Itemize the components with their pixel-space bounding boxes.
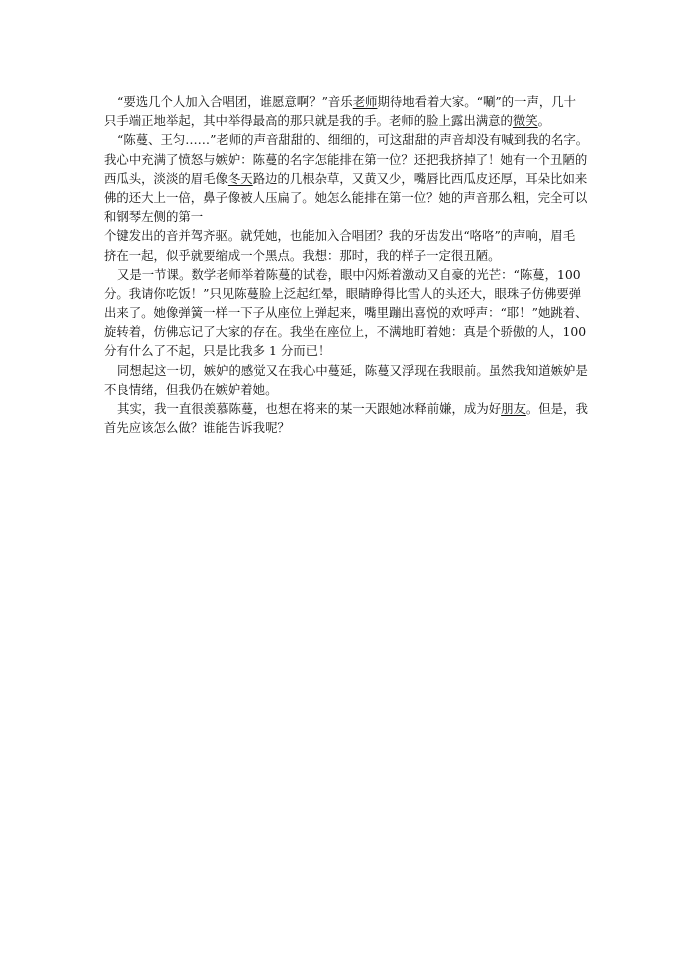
paragraph-2-line-2 bbox=[104, 150, 590, 169]
paragraph-2-line-1 bbox=[104, 130, 590, 149]
underlined-text: 老师 bbox=[352, 94, 378, 109]
text-segment: 首先应该怎么做？谁能告诉我呢？ bbox=[104, 420, 290, 436]
text-segment: 其实，我一直很羡慕陈蔓，也想在将来的某一天跟她冰释前嫌，成为好 bbox=[117, 401, 502, 416]
paragraph-3-line-5 bbox=[104, 341, 590, 360]
paragraph-3-line-4 bbox=[104, 322, 590, 341]
text-segment: 不良情绪，但我仍在嫉妒着她。 bbox=[104, 381, 278, 397]
text-segment: 旋转着，仿佛忘记了大家的存在。我坐在座位上，不满地盯着她：真是个骄傲的人，100 bbox=[104, 324, 587, 340]
paragraph-5-line-1 bbox=[104, 399, 590, 418]
paragraph-4-line-2 bbox=[104, 380, 590, 399]
text-segment: 挤在一起，似乎就要缩成一个黑点。我想：那时，我的样子一定很丑陋。 bbox=[104, 247, 501, 263]
text-segment: 只手端正地举起，其中举得最高的那只就是我的手。老师的脸上露出满意的 bbox=[104, 113, 513, 129]
paragraph-3-line-2 bbox=[104, 284, 590, 303]
text-segment: “陈蔓、王匀……”老师的声音甜甜的、细细的，可这甜甜的声音却没有喊到我的名字。 bbox=[117, 132, 589, 148]
underlined-text: 朋友 bbox=[501, 401, 526, 416]
paragraph-3-line-1 bbox=[104, 265, 590, 284]
paragraph-2-line-5 bbox=[104, 207, 590, 226]
text-segment: 分。我请你吃饭！”只见陈蔓脸上泛起红晕，眼睛睁得比雪人的头还大，眼珠子仿佛要弹 bbox=[104, 285, 582, 301]
text-segment: 分有什么了不起，只是比我多 1 分而已！ bbox=[104, 343, 331, 359]
text-segment: 出来了。她像弹簧一样一下子从座位上弹起来，嘴里蹦出喜悦的欢呼声：“耶！”她跳着、 bbox=[104, 305, 588, 321]
text-segment: 同想起这一切，嫉妒的感觉又在我心中蔓延，陈蔓又浮现在我眼前。虽然我知道嫉妒是 bbox=[117, 362, 588, 378]
paragraph-1-line-1 bbox=[104, 92, 590, 111]
text-segment: 又是一节课。数学老师举着陈蔓的试卷，眼中闪烁着激动又自豪的光芒：“陈蔓，100 bbox=[117, 266, 581, 282]
text-segment: 西瓜头，淡淡的眉毛像 bbox=[104, 170, 228, 186]
paragraph-2-line-7 bbox=[104, 246, 590, 265]
paragraph-5-line-2 bbox=[104, 418, 590, 437]
underlined-text: 微笑 bbox=[512, 113, 538, 129]
text-segment: 和钢琴左侧的第一 bbox=[104, 209, 204, 225]
paragraph-4-line-1 bbox=[104, 361, 590, 380]
paragraph-2-line-6 bbox=[104, 226, 590, 245]
paragraph-3-line-3 bbox=[104, 303, 590, 322]
paragraph-2-line-3 bbox=[104, 169, 590, 188]
underlined-text: 冬天 bbox=[227, 170, 253, 186]
text-segment: 。 bbox=[537, 113, 551, 129]
paragraph-2-line-4 bbox=[104, 188, 590, 207]
text-segment: 个键发出的音并驾齐驱。就凭她，也能加入合唱团？我的牙齿发出“咯咯”的声响，眉毛 bbox=[104, 228, 576, 244]
text-segment: 期待地看着大家。“唰”的一声，几十 bbox=[377, 94, 577, 109]
text-segment: 路边的几根杂草，又黄又少，嘴唇比西瓜皮还厚，耳朵比如来 bbox=[252, 170, 588, 186]
text-segment: 佛的还大上一倍，鼻子像被人压扁了。她怎么能排在第一位？她的声音那么粗，完全可以 bbox=[104, 189, 588, 205]
text-segment: 。但是，我 bbox=[525, 401, 588, 416]
document-body bbox=[104, 92, 590, 437]
text-segment: “要选几个人加入合唱团，谁愿意啊？”音乐 bbox=[117, 94, 353, 109]
paragraph-1-line-2 bbox=[104, 111, 590, 130]
text-segment: 我心中充满了愤怒与嫉妒：陈蔓的名字怎能排在第一位？还把我挤掉了！她有一个丑陋的 bbox=[104, 151, 588, 167]
